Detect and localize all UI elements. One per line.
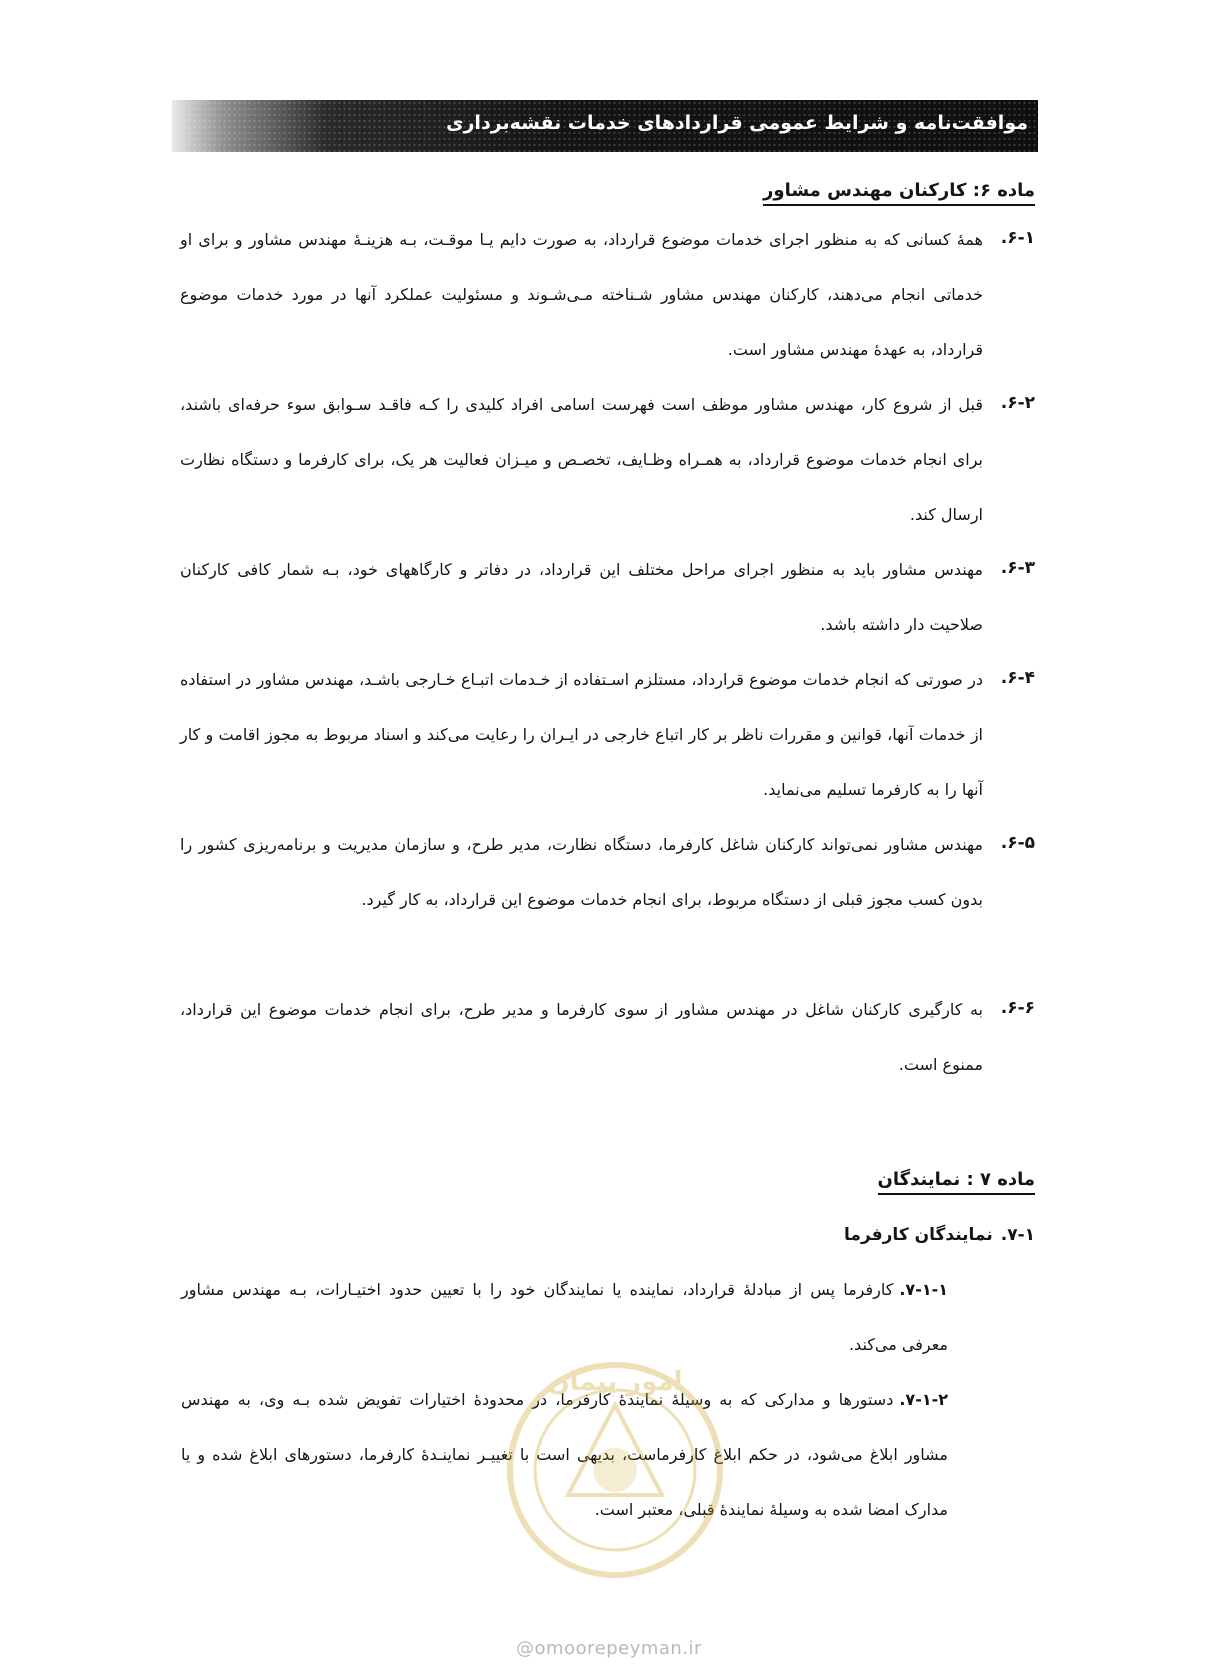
clause-number: ۶-۲. <box>1000 393 1035 413</box>
subsection-title: نمایندگان کارفرما <box>844 1225 993 1245</box>
paragraph-number: ۷-۱-۲. <box>899 1390 948 1409</box>
paragraph-text: دستورها و مدارکی که به وسیلهٔ نمایندهٔ کارفرما، در محدودهٔ اختیارات تفویض شده بـه وی، به مهندس مشاور ابلاغ می‌شود، در حکم ابلاغ کارفرماست، بدیهی است با تغییـر نماینـدهٔ کارفرما، دستورهای ابلاغ شده و یا مدارک امضا شده به وسیلهٔ نمایندهٔ قبلی، معتبر است. <box>181 1390 948 1519</box>
watermark-url: @omoorepeyman.ir <box>516 1638 702 1659</box>
seal-center-icon <box>593 1448 637 1492</box>
subsection-7-1 <box>235 1225 1035 1245</box>
clause-number: ۶-۳. <box>1000 558 1035 578</box>
article-7-heading: ماده ۷ : نمایندگان <box>878 1169 1035 1195</box>
clause-text: همهٔ کسانی که به منظور اجرای خدمات موضوع قرارداد، به صورت دایم یـا موقـت، بـه هزینـهٔ مهندس مشاور و برای او خدماتی انجام می‌دهند، کارکنان مهندس مشاور شـناخته مـی‌شـوند و مسئولیت عملکرد آنها در مورد خدمات موضوع قرارداد، به عهدهٔ مهندس مشاور است. <box>180 230 983 359</box>
clause-number: ۶-۱. <box>1000 228 1035 248</box>
clause-text: به کارگیری کارکنان شاغل در مهندس مشاور از سوی کارفرما و مدیر طرح، برای انجام خدمات موضوع این قرارداد، ممنوع است. <box>180 1000 983 1074</box>
document-title: موافقت‌نامه و شرایط عمومی قراردادهای خدمات نقشه‌برداری <box>446 112 1028 134</box>
seal-text: امور پیمان <box>547 1367 683 1397</box>
clause-number: ۶-۴. <box>1000 668 1035 688</box>
paragraph-text: کارفرما پس از مبادلهٔ قرارداد، نماینده یا نمایندگان خود را با تعیین حدود اختیـارات، بـه مهندس مشاور معرفی می‌کند. <box>181 1280 948 1354</box>
paragraph-number: ۷-۱-۱. <box>899 1280 948 1299</box>
article-6-heading: ماده ۶: کارکنان مهندس مشاور <box>763 180 1035 206</box>
clause-text: در صورتی که انجام خدمات موضوع قرارداد، مستلزم اسـتفاده از خـدمات اتبـاع خـارجی باشـد، مهندس مشاور در استفاده از خدمات آنها، قوانین و مقررات ناظر بر کار اتباع خارجی در ایـران را رعایت می‌کند و اسناد مربوط به مجوز اقامت و کار آنها را به کارفرما تسلیم می‌نماید. <box>180 670 983 799</box>
clause-number: ۶-۵. <box>1000 833 1035 853</box>
clause-text: مهندس مشاور باید به منظور اجرای مراحل مختلف این قرارداد، در دفاتر و کارگاههای خود، بـه شمار کافی کارکنان صلاحیت دار داشته باشد. <box>180 560 983 634</box>
watermark-seal <box>498 1345 733 1605</box>
clause-text: مهندس مشاور نمی‌تواند کارکنان شاغل کارفرما، دستگاه نظارت، مدیر طرح، و سازمان مدیریت و برنامه‌ریزی کشور را بدون کسب مجوز قبلی از دستگاه مربوط، برای انجام خدمات موضوع این قرارداد، به کار گیرد. <box>180 835 983 909</box>
subsection-number: ۷-۱. <box>1000 1225 1035 1245</box>
clause-text: قبل از شروع کار، مهندس مشاور موظف است فهرست اسامی افراد کلیدی را کـه فاقـد سـوابق سوء حرفه‌ای باشند، برای انجام خدمات موضوع قرارداد، به همـراه وظـایف، تخصـص و میـزان فعالیت هر یک، برای کارفرما و دستگاه نظارت ارسال کند. <box>180 395 983 524</box>
clause-number: ۶-۶. <box>1000 998 1035 1018</box>
header-banner <box>172 100 1038 152</box>
